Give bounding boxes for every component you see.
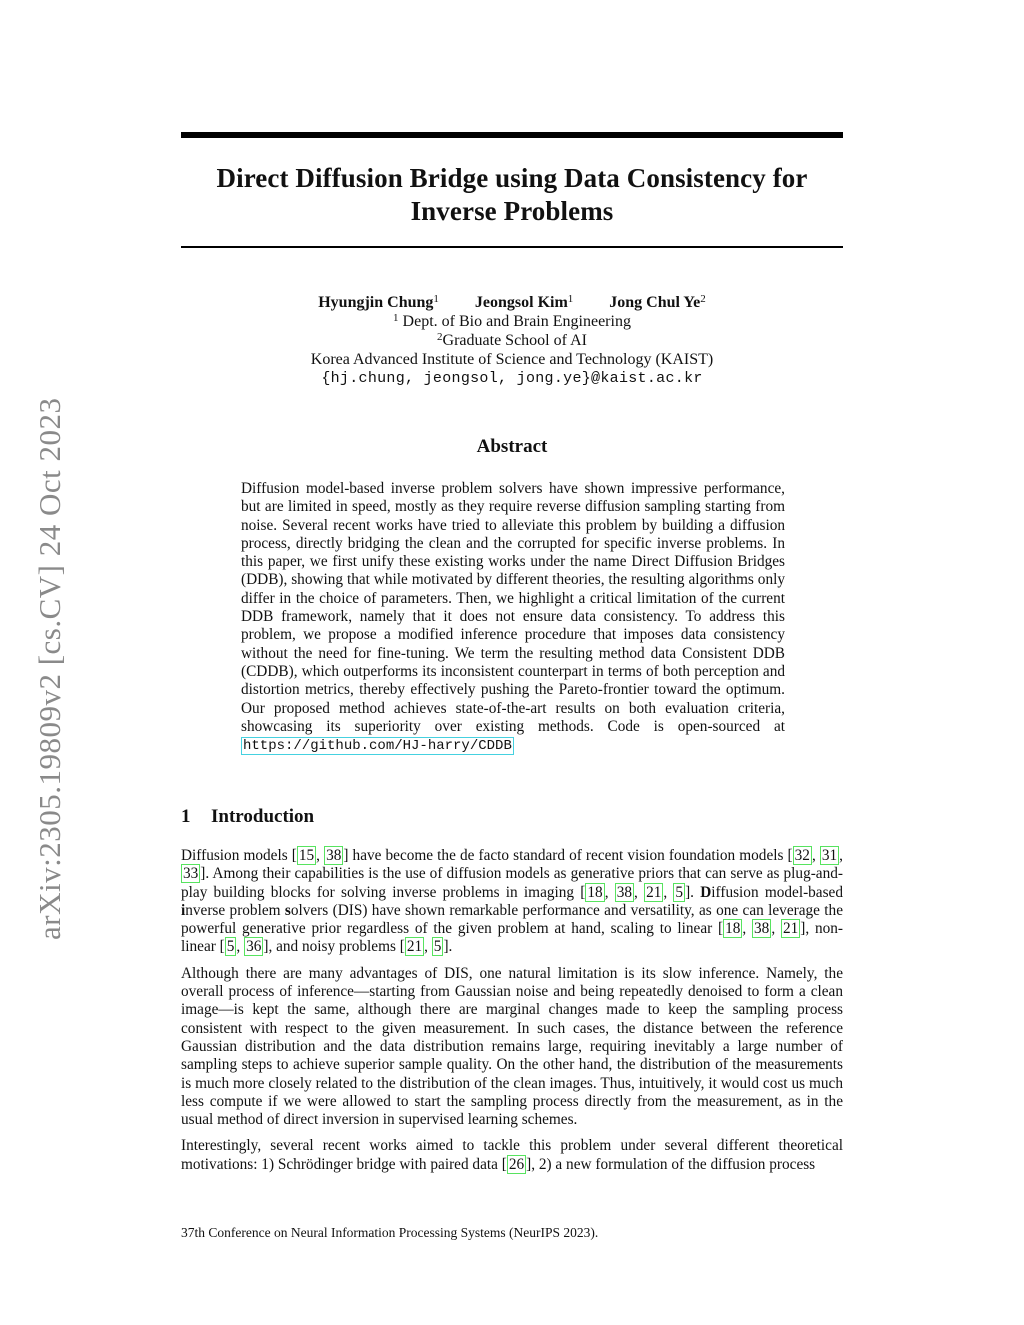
section-number: 1	[181, 806, 191, 827]
arxiv-stamp[interactable]: arXiv:2305.19809v2 [cs.CV] 24 Oct 2023	[32, 397, 67, 940]
text-run: ] have become the de facto standard of recent vision foundation models [	[343, 847, 793, 864]
citation-link[interactable]: 38	[754, 920, 770, 938]
author-1-name: Hyungjin Chung	[318, 294, 434, 311]
paper-title	[181, 162, 843, 228]
text-run: Diffusion models [	[181, 847, 297, 864]
affiliation-2	[181, 331, 843, 350]
section-title: Introduction	[211, 806, 315, 827]
citation-link[interactable]: 5	[226, 938, 235, 956]
author-block	[181, 293, 843, 388]
author-2	[475, 294, 573, 311]
text-run: ]. Among their capabilities is the use of diffusion models as generative priors that can serve as plug-and-play building blocks for solving inverse problems in imaging [	[181, 865, 843, 901]
title-line-1: Direct Diffusion Bridge using Data Consistency for	[216, 163, 808, 193]
abstract-body	[241, 480, 785, 755]
text-run: ], and noisy problems [	[263, 938, 405, 956]
text-run: ,	[663, 883, 674, 901]
acronym-letter: s	[284, 901, 291, 919]
text-run: ,	[424, 938, 432, 956]
text-run: ,	[604, 883, 615, 901]
text-run: olvers (DIS) have shown remarkable performance and versatility, as one can leverage the powerful generative prior regardless of the given problem at hand, scaling to linear [	[181, 901, 843, 938]
title-line-2: Inverse Problems	[410, 196, 614, 226]
title-bottom-rule	[181, 246, 843, 248]
body-text	[181, 847, 843, 1182]
citation-link[interactable]: 5	[433, 938, 442, 956]
author-3	[609, 294, 705, 311]
citation-link[interactable]: 32	[794, 847, 810, 864]
citation-link[interactable]: 33	[183, 865, 199, 883]
text-run: ,	[771, 920, 781, 938]
citation-link[interactable]: 36	[246, 938, 262, 956]
citation-link[interactable]: 38	[616, 883, 633, 901]
text-run: ,	[742, 920, 753, 938]
text-run: ,	[316, 847, 325, 864]
citation-link[interactable]: 38	[326, 847, 342, 864]
text-run: ].	[443, 938, 453, 956]
citation-link[interactable]: 18	[587, 883, 603, 901]
abstract-text: Diffusion model-based inverse problem solvers have shown impressive performance, but are limited in speed, mostly as they require reverse diffusion sampling starting from noise. Several recent works have tried to alleviate this problem by building a diffusion process, directly bridging the clean and the corrupted for specific inverse problems. In this paper, we first unify these existing works under the name Direct Diffusion Bridges (DDB), showing that while motivated by different theories, the resulting algorithms only differ in the choice of parameters. Then, we highlight a critical limitation of the current DDB framework, namely that it does not ensure data consistency. To address this problem, we propose a modified inference procedure that imposes data consistency without the need for fine-tuning. We term the resulting method data Consistent DDB (CDDB), which outperforms its inconsistent counterpart in terms of both perception and distortion metrics, thereby effectively pushing the Pareto-frontier toward the optimum. Our proposed method achieves state-of-the-art results on both evaluation criteria, showcasing its superiority over existing methods. Code is open-sourced at	[241, 480, 785, 735]
citation-link[interactable]: 26	[508, 1155, 525, 1173]
citation-link[interactable]: 5	[675, 883, 684, 901]
text-run: Interestingly, several recent works aimed to tackle this problem under several different theoretical motivations: 1) Schrödinger bridge with paired data [	[181, 1137, 843, 1173]
acronym-letter: D	[700, 883, 712, 901]
text-run: iffusion model-based	[711, 883, 843, 901]
text-run: ,	[236, 938, 245, 956]
author-2-name: Jeongsol Kim	[474, 294, 568, 311]
text-run: ].	[685, 883, 701, 901]
author-emails: {hj.chung, jeongsol, jong.ye}@kaist.ac.kr	[321, 370, 703, 387]
author-1-mark: 1	[433, 293, 439, 305]
institute: Korea Advanced Institute of Science and Technology (KAIST)	[310, 351, 714, 368]
citation-link[interactable]: 18	[725, 920, 741, 938]
citation-link[interactable]: 21	[406, 938, 423, 956]
author-3-mark: 2	[700, 293, 706, 305]
text-run: ,	[634, 883, 645, 901]
text-run: ,	[839, 847, 843, 864]
code-link[interactable]: https://github.com/HJ-harry/CDDB	[243, 738, 512, 755]
conference-footnote: 37th Conference on Neural Information Processing Systems (NeurIPS 2023).	[181, 1225, 599, 1240]
abstract-heading: Abstract	[476, 436, 548, 457]
citation-link[interactable]: 21	[646, 883, 662, 901]
citation-link[interactable]: 21	[782, 920, 799, 938]
text-run: ], non-linear [	[181, 920, 843, 956]
author-1	[318, 294, 439, 311]
acronym-letter: i	[181, 901, 186, 919]
text-run: nverse problem	[185, 901, 285, 919]
paragraph-2: Although there are many advantages of DIS, one natural limitation is its slow inference. Namely, the overall process of inference—starting from Gaussian noise and being repeatedly denoised to form a clean image—is kept the same, although there are marginal changes made to keep the sampling process consistent with respect to the given measurement. In such cases, the distance between the reference Gaussian distribution and the data distribution remains large, requiring inevitably a large number of sampling steps to achieve superior sample quality. On the other hand, the distribution of the measurements is much more closely related to the distribution of the clean images. Thus, intuitively, it would cost us much less compute if we were allowed to start the sampling process directly from the measurement, as in the usual method of direct inversion in supervised learning schemes.	[181, 964, 843, 1129]
text-run: ,	[811, 847, 820, 864]
citation-link[interactable]: 15	[298, 847, 315, 864]
author-list	[181, 293, 843, 312]
text-run: ], 2) a new formulation of the diffusion process	[526, 1155, 816, 1173]
author-3-name: Jong Chul Ye	[609, 294, 701, 311]
author-2-mark: 1	[567, 293, 574, 305]
affiliation-2-mark: 2	[437, 331, 443, 343]
affiliation-1	[181, 312, 843, 331]
citation-link[interactable]: 31	[821, 847, 838, 864]
paragraph-1	[181, 847, 843, 957]
affiliation-1-mark: 1	[393, 312, 399, 324]
section-heading	[181, 806, 314, 828]
affiliation-2-text: Graduate School of AI	[442, 332, 587, 349]
affiliation-1-text: Dept. of Bio and Brain Engineering	[398, 313, 631, 330]
title-top-rule	[181, 132, 843, 138]
paragraph-3	[181, 1137, 843, 1174]
